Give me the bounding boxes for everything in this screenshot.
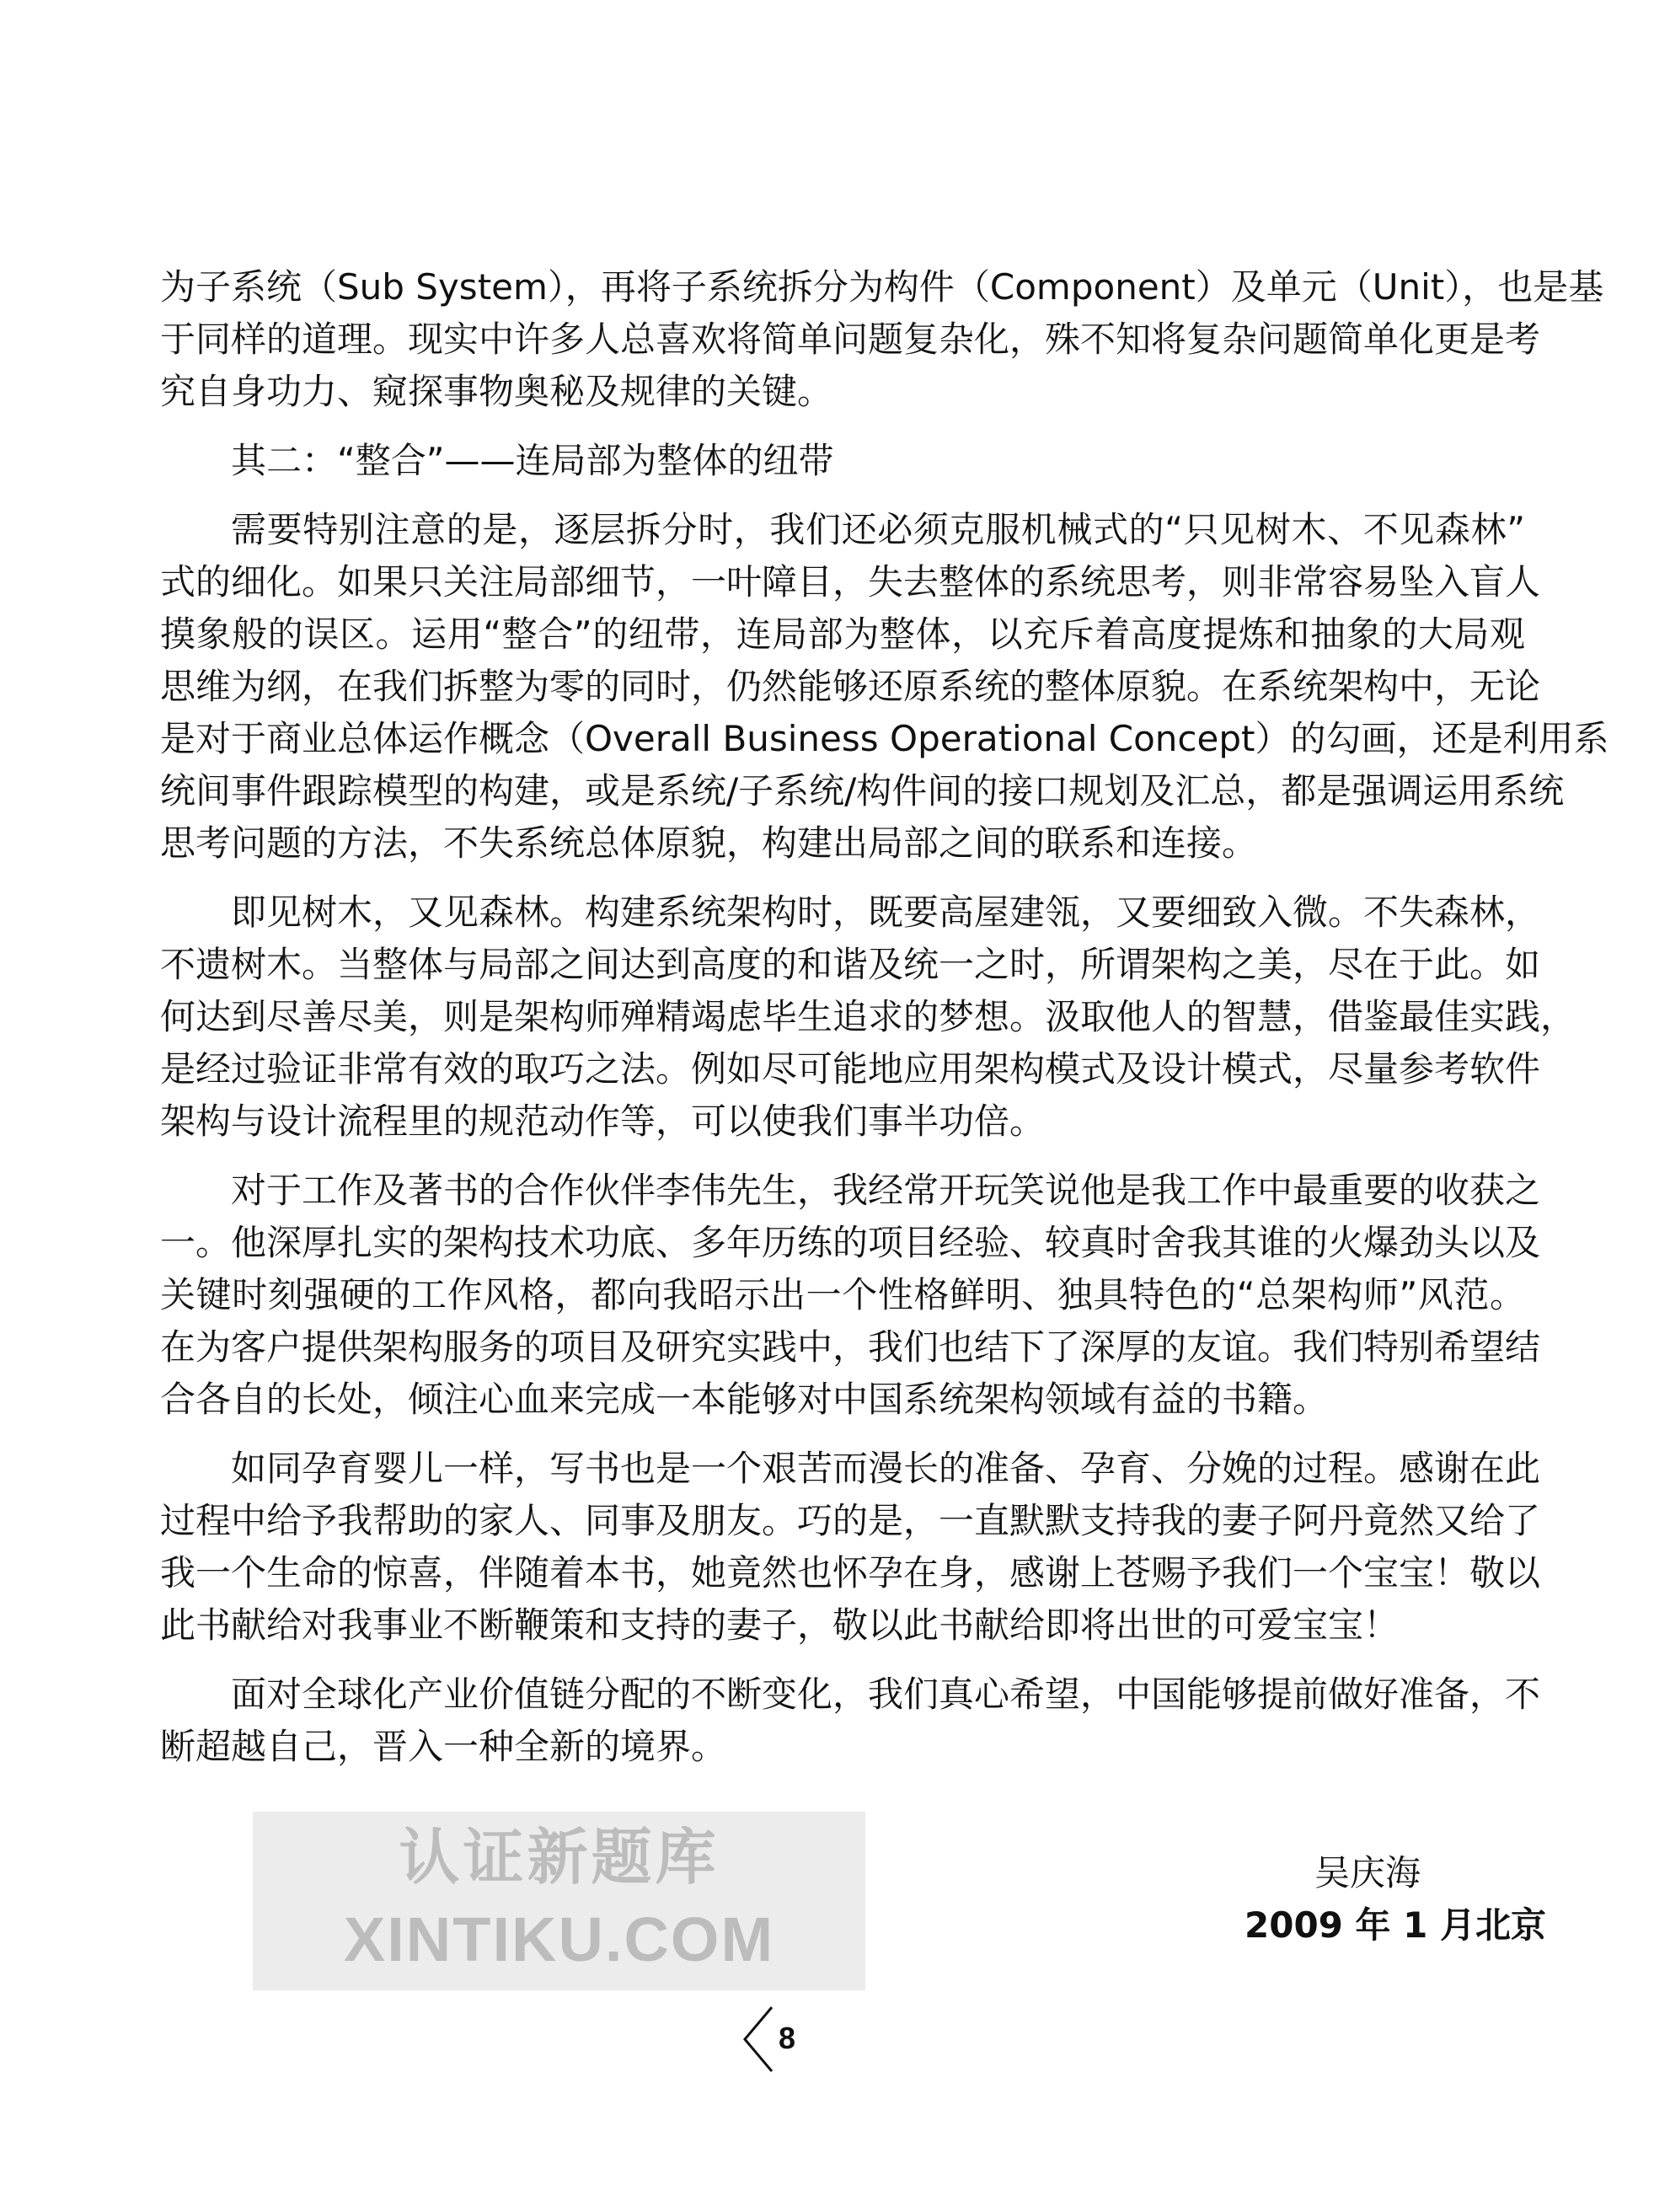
text-line: 断超越自己，晋入一种全新的境界。 — [160, 1726, 727, 1767]
text-line: 面对全球化产业价值链分配的不断变化，我们真心希望，中国能够提前做好准备，不 — [231, 1674, 1541, 1715]
text-line: 架构与设计流程里的规范动作等，可以使我们事半功倍。 — [160, 1101, 1046, 1142]
text-line: 合各自的长处，倾注心血来完成一本能够对中国系统架构领域有益的书籍。 — [160, 1379, 1329, 1420]
author-signature: 吴庆海 — [1314, 1852, 1421, 1893]
section-heading — [160, 435, 1525, 487]
text-line: 一。他深厚扎实的架构技术功底、多年历练的项目经验、较真时舍我其谁的火爆劲头以及 — [160, 1222, 1541, 1263]
text-line: 摸象般的误区。运用“整合”的纽带，连局部为整体，以充斥着高度提炼和抽象的大局观 — [160, 613, 1525, 655]
text-line: 如同孕育婴儿一样，写书也是一个艰苦而漫长的准备、孕育、分娩的过程。感谢在此 — [231, 1448, 1541, 1489]
text-line: 思维为纲，在我们拆整为零的同时，仍然能够还原系统的整体原貌。在系统架构中，无论 — [160, 666, 1541, 707]
body-text — [160, 261, 1609, 1773]
text-line: 统间事件跟踪模型的构建，或是系统/子系统/构件间的接口规划及汇总，都是强调运用系统 — [160, 770, 1565, 811]
paragraph-2 — [160, 504, 1609, 870]
text-line: 是经过验证非常有效的取巧之法。例如尽可能地应用架构模式及设计模式，尽量参考软件 — [160, 1048, 1541, 1090]
text-line: 不遗树木。当整体与局部之间达到高度的和谐及统一之时，所谓架构之美，尽在于此。如 — [160, 944, 1541, 985]
text-line: 思考问题的方法，不失系统总体原貌，构建出局部之间的联系和连接。 — [160, 822, 1258, 864]
paragraph-3 — [160, 886, 1576, 1148]
text-line: 是对于商业总体运作概念（Overall Business Operational Concept）的勾画，还是利用系 — [160, 718, 1609, 759]
page-number — [740, 2006, 807, 2073]
page-number-text: 8 — [779, 2021, 796, 2055]
paragraph-1 — [160, 261, 1604, 418]
text-line: 即见树木，又见森林。构建系统架构时，既要高屋建瓴，又要细致入微。不失森林， — [231, 892, 1541, 933]
paragraph-6 — [160, 1668, 1541, 1773]
text-line: 式的细化。如果只关注局部细节，一叶障目，失去整体的系统思考，则非常容易坠入盲人 — [160, 561, 1541, 603]
text-line: 需要特别注意的是，逐层拆分时，我们还必须克服机械式的“只见树木、不见森林” — [231, 509, 1525, 550]
text-line: 此书献给对我事业不断鞭策和支持的妻子，敬以此书献给即将出世的可爱宝宝！ — [160, 1604, 1400, 1646]
text-line: 过程中给予我帮助的家人、同事及朋友。巧的是，一直默默支持我的妻子阿丹竟然又给了 — [160, 1500, 1541, 1541]
chevron-left-icon — [740, 2006, 777, 2073]
watermark-text-cn: 认证新题库 — [399, 1822, 720, 1893]
text-line: 究自身功力、窥探事物奥秘及规律的关键。 — [160, 371, 833, 412]
text-line: 我一个生命的惊喜，伴随着本书，她竟然也怀孕在身，感谢上苍赐予我们一个宝宝！敬以 — [160, 1552, 1541, 1593]
paragraph-4 — [160, 1165, 1541, 1426]
watermark-text-en: XINTIKU.COM — [343, 1904, 775, 1974]
text-line: 对于工作及著书的合作伙伴李伟先生，我经常开玩笑说他是我工作中最重要的收获之 — [231, 1170, 1541, 1211]
paragraph-5 — [160, 1443, 1541, 1652]
text-line: 在为客户提供架构服务的项目及研究实践中，我们也结下了深厚的友谊。我们特别希望结 — [160, 1326, 1541, 1368]
signature-date: 2009 年 1 月北京 — [1245, 1904, 1546, 1946]
text-line: 于同样的道理。现实中许多人总喜欢将简单问题复杂化，殊不知将复杂问题简单化更是考 — [160, 319, 1541, 360]
watermark — [253, 1812, 865, 1990]
text-line: 何达到尽善尽美，则是架构师殚精竭虑毕生追求的梦想。汲取他人的智慧，借鉴最佳实践， — [160, 996, 1576, 1037]
text-line: 为子系统（Sub System），再将子系统拆分为构件（Component）及单元（Unit），也是基 — [160, 266, 1604, 308]
text-line: 关键时刻强硬的工作风格，都向我昭示出一个性格鲜明、独具特色的“总架构师”风范。 — [160, 1274, 1525, 1315]
heading-text: 其二：“整合”——连局部为整体的纽带 — [231, 440, 834, 481]
